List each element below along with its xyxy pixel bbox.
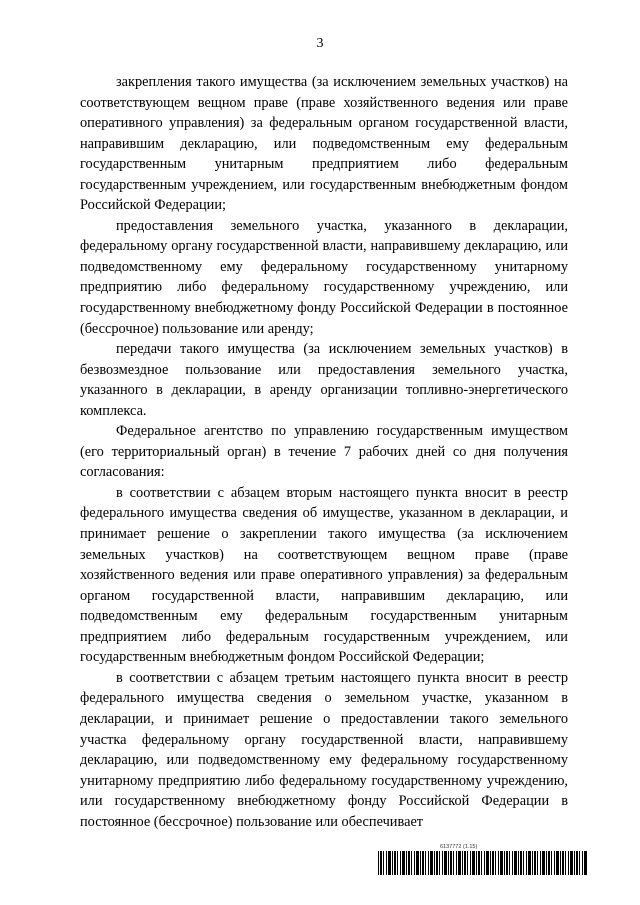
paragraph-1: закрепления такого имущества (за исключением земельных участков) на соответствующем вещном праве (праве хозяйственного ведения или праве оперативного управления) за федеральным органом государственной власти, направившим декларацию, или подведомственным ему федеральным государственным унитарным предприятием либо федеральным государственным учреждением, или государственным внебюджетным фондом Российской Федерации; — [80, 74, 568, 214]
barcode-image — [378, 851, 588, 875]
paragraph-6: в соответствии с абзацем третьим настоящего пункта вносит в реестр федерального имущества сведения о земельном участке, указанном в декларации, и принимает решение о предоставлении такого земельного участка федеральному органу государственной власти, направившему декларацию, или подведомственному ему федеральному государственному унитарному предприятию либо федеральному государственному учреждению, или государственному внебюджетному фонду Российской Федерации в постоянное (бессрочное) пользование или обеспечивает — [80, 669, 568, 830]
paragraph-4: Федеральное агентство по управлению государственным имуществом (его территориальный орган) в течение 7 рабочих дней со дня получения согласования: — [80, 423, 568, 481]
document-code: 6137772 (1.15) — [440, 844, 478, 850]
page-number: 3 — [316, 36, 324, 51]
paragraph-2: предоставления земельного участка, указанного в декларации, федеральному органу государственной власти, направившему декларацию, или подведомственному ему федеральному государственному унитарному предприятию либо федеральному государственному учреждению, или государственному внебюджетному фонду Российской Федерации в постоянное (бессрочное) пользование или аренду; — [80, 217, 568, 337]
paragraph-5: в соответствии с абзацем вторым настоящего пункта вносит в реестр федерального имущества сведения об имуществе, указанном в декларации, и принимает решение о закреплении такого имущества (за исключением земельных участков) на соответствующем вещном праве (праве хозяйственного ведения или праве оперативного управления) за федеральным органом государственной власти, направившим декларацию, или подведомственным ему федеральным государственным унитарным предприятием либо федеральным государственным учреждением, или государственным внебюджетным фондом Российской Федерации; — [80, 484, 568, 666]
document-body — [80, 72, 568, 832]
paragraph-3: передачи такого имущества (за исключением земельных участков) в безвозмездное пользование или предоставления земельного участка, указанного в декларации, в аренду организации топливно-энергетического комплекса. — [80, 341, 568, 419]
